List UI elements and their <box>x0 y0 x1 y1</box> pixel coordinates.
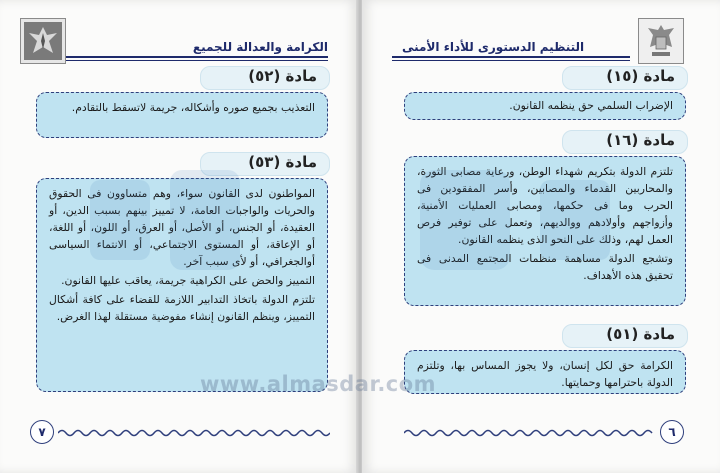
right-header-rule-thin <box>392 60 630 61</box>
article-16-heading-label: مادة (١٦) <box>606 131 675 149</box>
left-header-title: الكرامة والعدالة للجميع <box>192 40 328 54</box>
left-page-number: ٧ <box>30 420 54 444</box>
eagle-emblem-icon <box>20 18 66 64</box>
left-footer <box>0 416 358 444</box>
article-15-heading <box>562 66 688 90</box>
article-53-paragraph-3: تلتزم الدولة باتخاذ التدابير اللازمة للقضاء على كافة أشكال التمييز، وينظم القانون إنشاء مفوضية مستقلة لهذا الغرض. <box>49 293 315 323</box>
right-footer <box>362 416 720 444</box>
article-52-text: التعذيب بجميع صوره وأشكاله، جريمة لاتسقط بالتقادم. <box>71 101 315 114</box>
article-53-paragraph-2: التمييز والحض على الكراهية جريمة، يعاقب عليها القانون. <box>61 274 315 287</box>
left-header-rule <box>66 56 328 58</box>
egypt-eagle-emblem-icon <box>638 18 684 64</box>
article-51-text: الكرامة حق لكل إنسان، ولا يجوز المساس بها، وتلتزم الدولة باحترامها وحمايتها. <box>417 359 673 389</box>
right-wave-divider <box>404 428 654 438</box>
left-header-rule-thin <box>66 60 328 61</box>
article-16-paragraph-1: تلتزم الدولة بتكريم شهداء الوطن، ورعاية مصابى الثورة، والمحاربين القدماء والمصابين، وأسر المفقودين فى الحرب وما فى حكمها، ومصابى العمليات الأمنية، وأزواجهم وأولادهم ووالديهم، وتعمل على توفير فرص العمل لهم، وذلك على النحو الذى ينظمه القانون. <box>417 165 673 246</box>
left-header <box>0 12 358 60</box>
article-53-heading-label: مادة (٥٣) <box>248 153 317 171</box>
article-15-heading-label: مادة (١٥) <box>606 67 675 85</box>
article-53-heading <box>200 152 330 176</box>
article-52-heading-label: مادة (٥٢) <box>248 67 317 85</box>
article-53-box <box>36 178 328 392</box>
article-16-heading <box>562 130 688 154</box>
right-page-number: ٦ <box>660 420 684 444</box>
left-page <box>0 0 358 473</box>
article-16-paragraph-2: وتشجع الدولة مساهمة منظمات المجتمع المدنى فى تحقيق هذه الأهداف. <box>417 252 673 282</box>
article-15-text: الإضراب السلمي حق ينظمه القانون. <box>509 99 673 112</box>
left-wave-divider <box>58 428 330 438</box>
article-51-heading <box>562 324 688 348</box>
right-page <box>362 0 720 473</box>
right-header-title: التنظيم الدستورى للأداء الأمنى <box>402 40 585 54</box>
article-52-heading <box>200 66 330 90</box>
article-16-box <box>404 156 686 306</box>
article-51-box <box>404 350 686 394</box>
right-header-rule <box>392 56 630 58</box>
watermark-url: www.almasdar.com <box>200 372 437 396</box>
article-51-heading-label: مادة (٥١) <box>606 325 675 343</box>
right-header <box>362 12 720 60</box>
article-15-box <box>404 92 686 120</box>
article-53-paragraph-1: المواطنون لدى القانون سواء، وهم متساوون فى الحقوق والحريات والواجبات العامة، لا تمييز بينهم بسبب الدين، أو العقيدة، أو الجنس، أو الأصل، أو العرق، أو اللون، أو اللغة، أو الإعاقة، أو المستوى الاجتماعي، أو الانتماء السياسى أوالجغرافي، أو لأى سبب آخر. <box>49 187 315 268</box>
article-52-box <box>36 92 328 138</box>
